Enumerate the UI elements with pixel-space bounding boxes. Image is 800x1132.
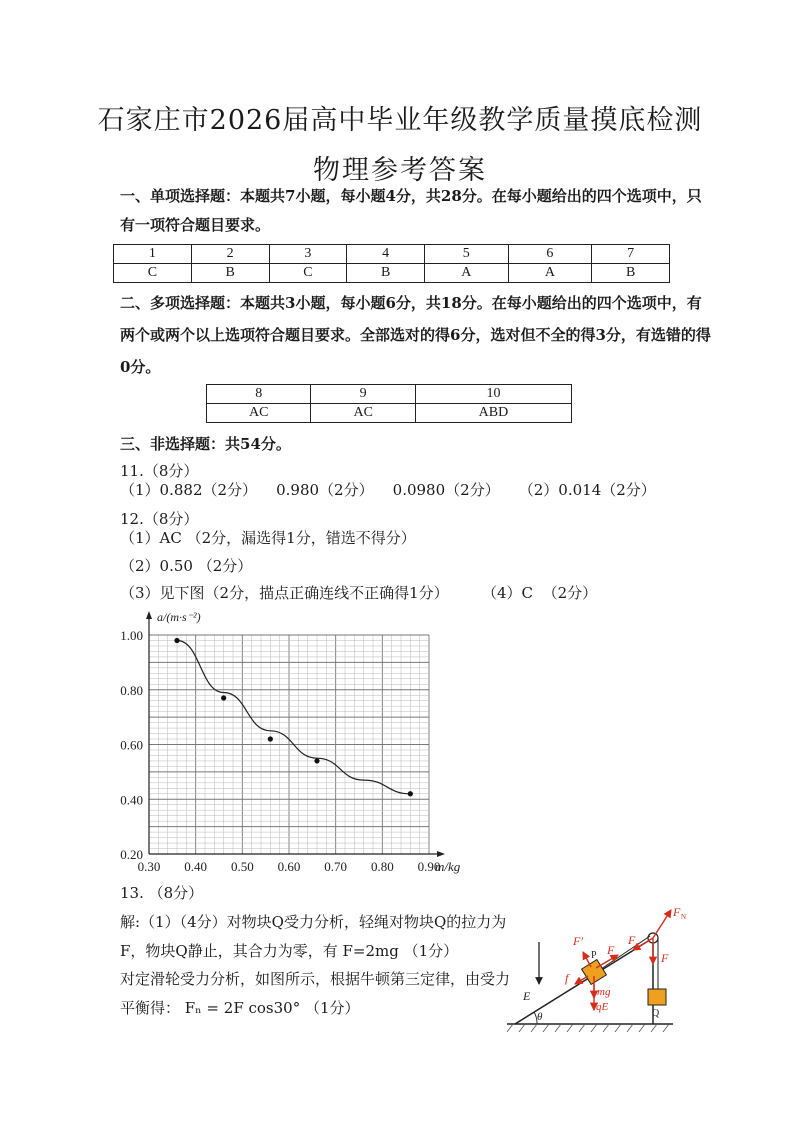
table-row [114, 264, 670, 283]
page-title: 石家庄市2026届高中毕业年级教学质量摸底检测 [97, 105, 703, 136]
pulley-tension-vertical-label: F [661, 951, 669, 965]
section3-heading: 三、非选择题：共54分。 [120, 435, 291, 453]
pulley-tension-arrow-incline [633, 938, 653, 950]
y-tick-label: 0.60 [120, 737, 143, 753]
question-number: 5 [425, 245, 509, 264]
section1-heading-line2: 有一项符合题目要求。 [120, 216, 271, 234]
x-tick-label: 0.90 [417, 859, 441, 874]
block-p-label: P [591, 950, 597, 961]
q13-label: 13. （8分） [120, 884, 204, 902]
section2-heading-line1: 二、多项选择题：本题共3小题，每小题6分，共18分。在每小题给出的四个选项中，有 [120, 294, 702, 312]
pulley-tension-incline-label: F [628, 933, 636, 947]
section2-heading-line2: 两个或两个以上选项符合题目要求。全部选对的得6分，选对但不全的得3分，有选错的得 [120, 326, 711, 344]
answer-cell: ABD [415, 404, 571, 423]
data-point [268, 736, 273, 741]
gravity-label: mg [597, 986, 611, 998]
answer-cell: C [114, 264, 192, 283]
x-axis-label: m/kg [435, 859, 461, 874]
q12-answer-line3: （3）见下图（2分，描点正确连线不正确得1分） （4）C （2分） [120, 584, 598, 602]
section1-heading-line1: 一、单项选择题：本题共7小题，每小题4分，共28分。在每小题给出的四个选项中，只 [120, 187, 702, 205]
q12-answer-line1: （1）AC （2分，漏选得1分，错选不得分） [120, 529, 416, 547]
normal-force-subscript: N [681, 913, 687, 921]
section2-answer-table [206, 384, 572, 423]
x-tick-label: 0.80 [370, 859, 394, 874]
electric-force-label: qE [596, 1001, 609, 1013]
q12-answer-line2: （2）0.50 （2分） [120, 557, 253, 575]
normal-force-label: F [673, 905, 681, 919]
angle-label: θ [537, 1011, 543, 1023]
q13-line2: F，物块Q静止，其合力为零，有 F=2mg （1分） [120, 942, 459, 960]
x-tick-label: 0.70 [324, 859, 348, 874]
x-tick-label: 0.50 [230, 859, 254, 874]
answer-cell: A [425, 264, 509, 283]
table-row [207, 385, 572, 404]
x-tick-label: 0.30 [137, 859, 161, 874]
block-q-label: Q [652, 1008, 660, 1019]
q12-label: 12.（8分） [120, 510, 199, 528]
data-point [174, 638, 179, 643]
y-tick-label: 1.00 [120, 628, 143, 643]
data-point [314, 758, 319, 763]
tension-on-p-label: F [607, 943, 615, 957]
friction-label: f [565, 971, 569, 985]
incline-surface [515, 938, 653, 1024]
table-row [114, 245, 670, 264]
question-number: 3 [269, 245, 347, 264]
question-number: 1 [114, 245, 192, 264]
q11-label: 11.（8分） [120, 462, 199, 480]
y-tick-label: 0.40 [120, 792, 143, 808]
force-diagram [503, 898, 708, 1038]
question-number: 10 [415, 385, 571, 404]
q13-line3: 对定滑轮受力分析，如图所示，根据牛顿第三定律，由受力 [120, 970, 511, 988]
y-axis-label: a/(m·s⁻²) [157, 610, 201, 624]
section2-heading-line3: 0分。 [120, 358, 161, 376]
answer-cell: AC [311, 404, 415, 423]
y-tick-label: 0.80 [120, 682, 143, 698]
answer-cell: B [191, 264, 269, 283]
acceleration-mass-chart [108, 605, 488, 877]
answer-cell: B [347, 264, 425, 283]
data-point [221, 695, 226, 700]
electric-field-label: E [523, 989, 531, 1003]
section1-answer-table [113, 244, 670, 283]
q11-answer-line: （1）0.882（2分） 0.980（2分） 0.0980（2分） （2）0.014（2分） [120, 481, 656, 499]
support-force-label: F′ [573, 934, 583, 948]
answer-cell: A [508, 264, 592, 283]
x-tick-label: 0.40 [184, 859, 208, 874]
y-axis-arrowhead [146, 611, 152, 619]
answer-cell: B [592, 264, 670, 283]
answer-cell: C [269, 264, 347, 283]
question-number: 6 [508, 245, 592, 264]
x-tick-label: 0.60 [277, 859, 301, 874]
y-tick-label: 0.20 [120, 847, 143, 862]
question-number: 7 [592, 245, 670, 264]
question-number: 8 [207, 385, 311, 404]
x-axis-arrowhead [437, 851, 445, 857]
answer-cell: AC [207, 404, 311, 423]
normal-force-arrow [653, 910, 671, 938]
question-number: 2 [191, 245, 269, 264]
ground-hatch [507, 1024, 669, 1032]
q13-line4: 平衡得： Fₙ = 2F cos30° （1分） [120, 999, 360, 1017]
question-number: 9 [311, 385, 415, 404]
q13-line1: 解:（1）（4分）对物块Q受力分析，轻绳对物块Q的拉力为 [120, 913, 507, 931]
page-subtitle: 物理参考答案 [313, 155, 487, 186]
support-force-arrow [583, 952, 591, 967]
block-q [648, 989, 666, 1005]
question-number: 4 [347, 245, 425, 264]
data-point [408, 791, 413, 796]
table-row [207, 404, 572, 423]
